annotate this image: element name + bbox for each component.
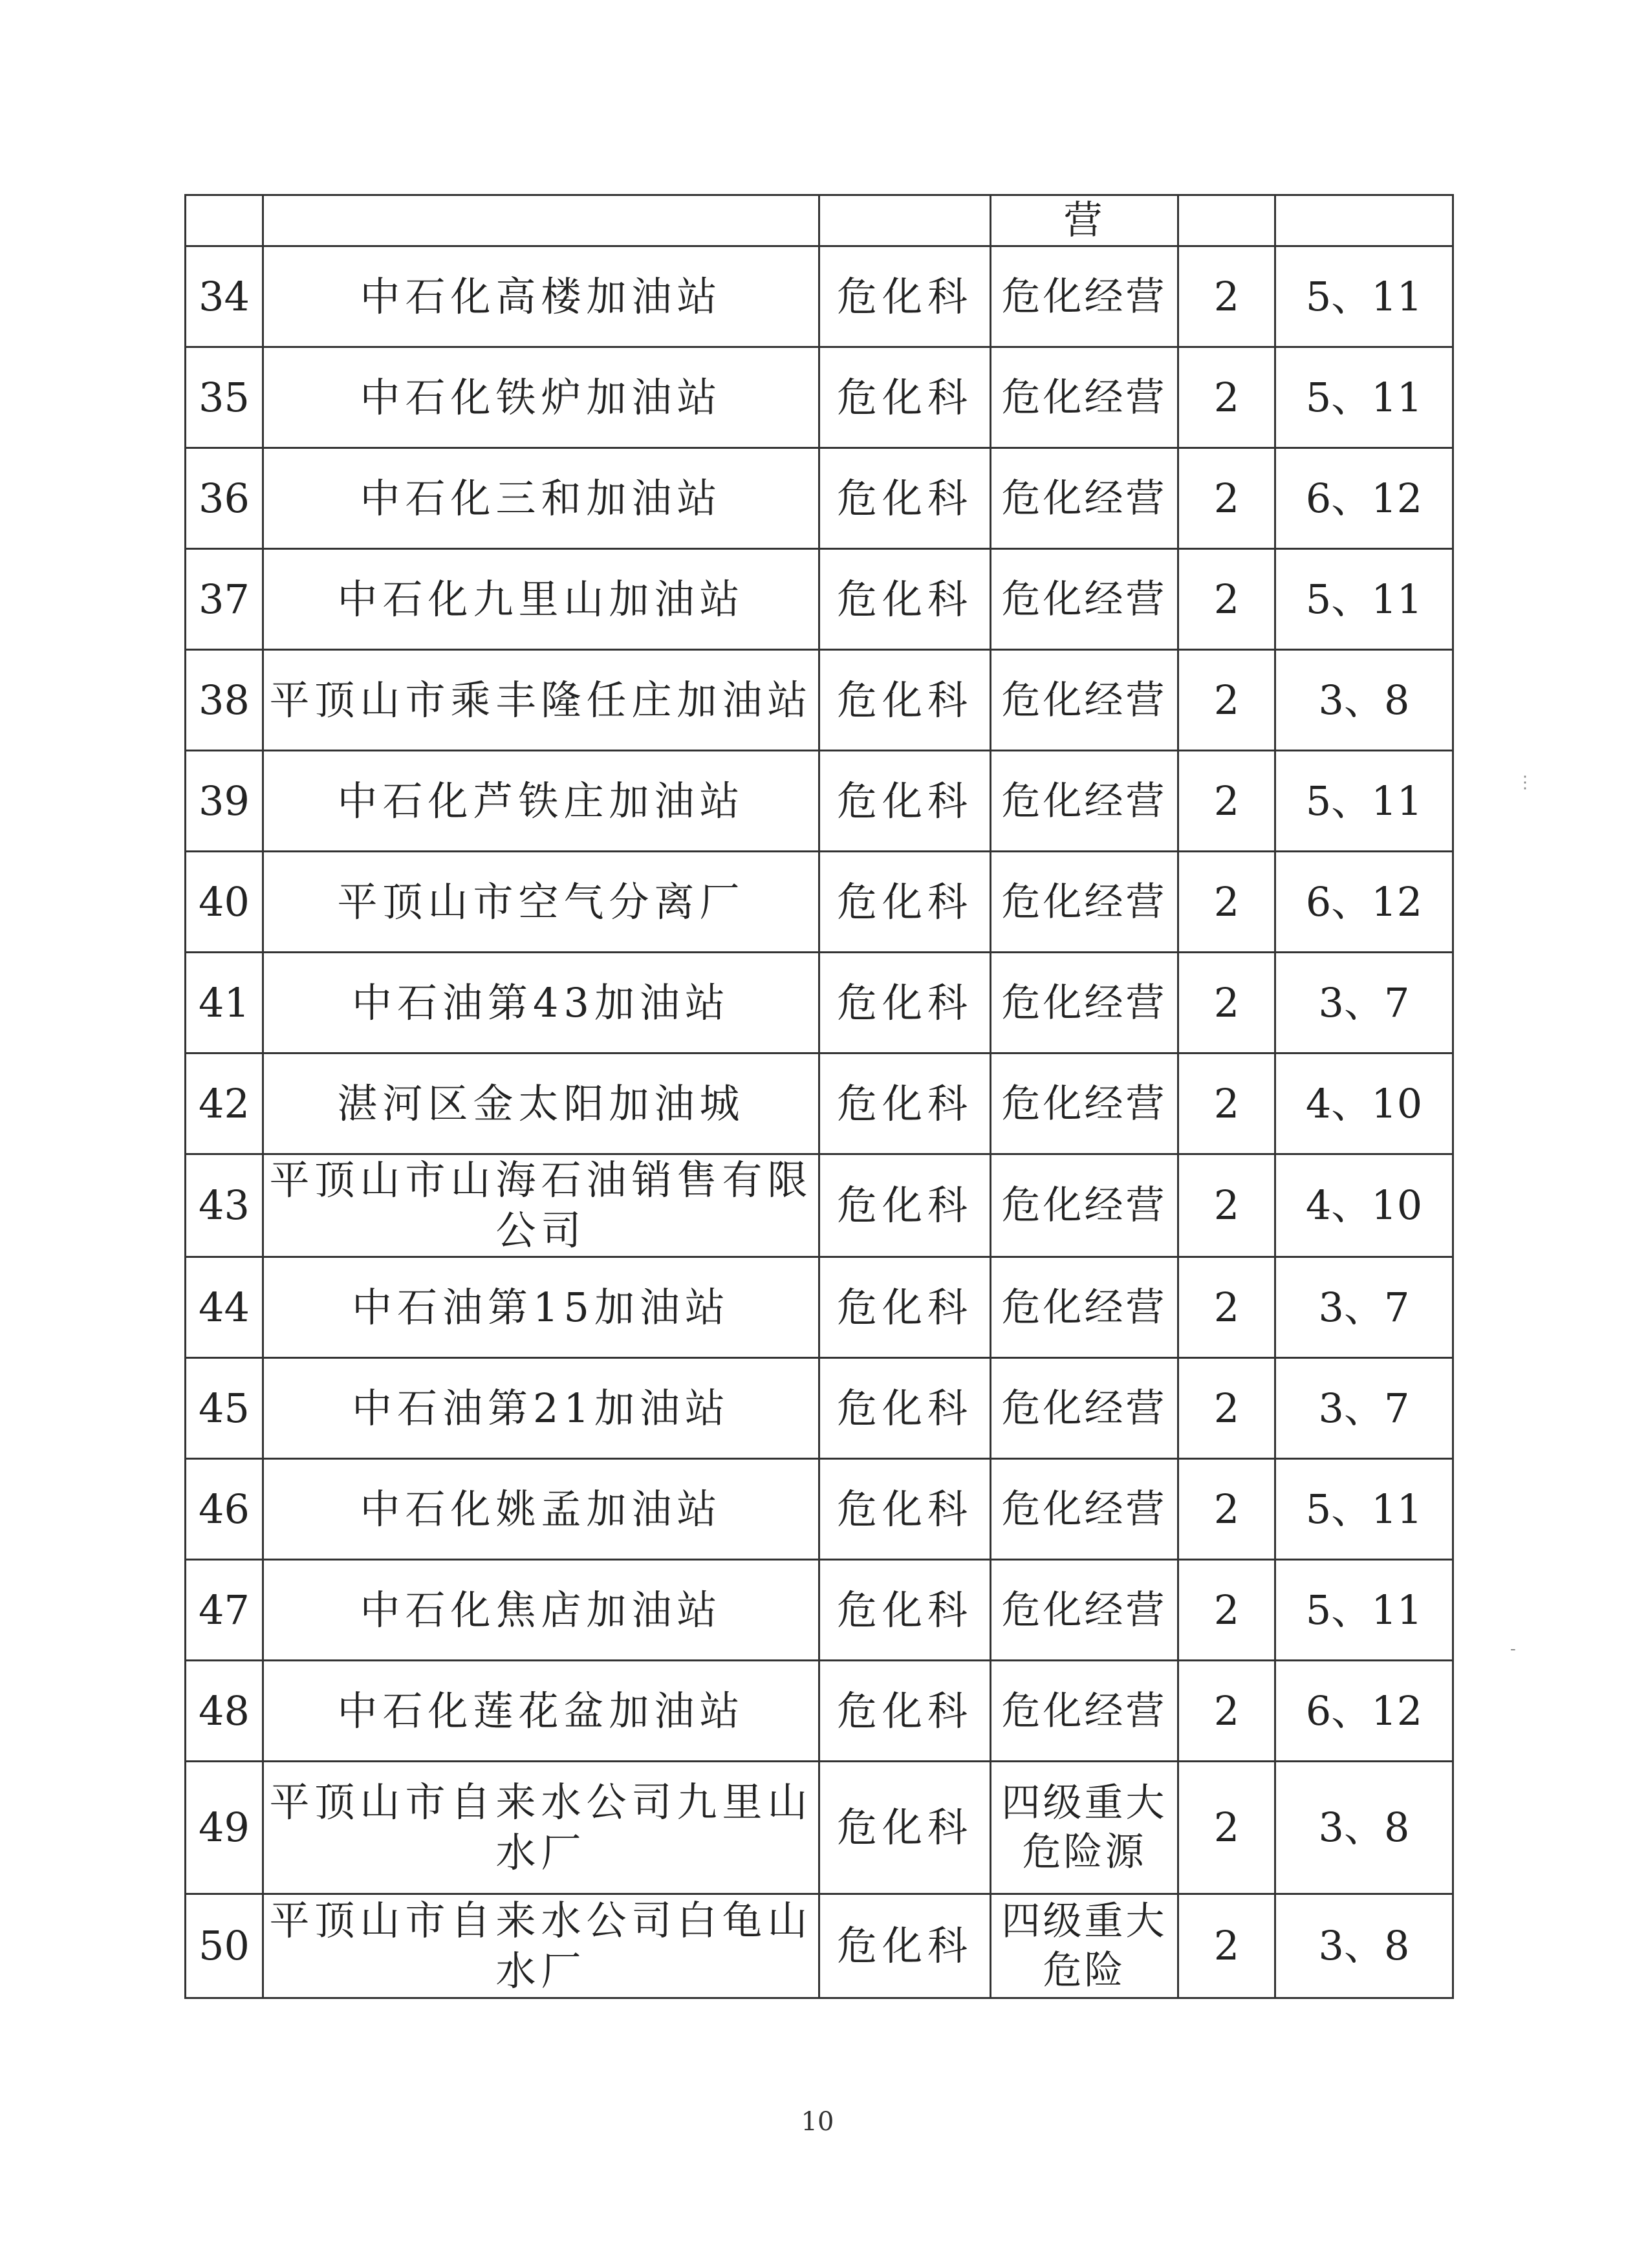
cell-no: 49 <box>186 1762 263 1894</box>
cell-name: 中石化高楼加油站 <box>263 246 819 347</box>
cell-no: 47 <box>186 1560 263 1661</box>
cell-months: 3、7 <box>1275 1358 1453 1459</box>
table-row <box>186 1358 1453 1459</box>
cell-months: 3、8 <box>1275 1894 1453 1998</box>
cell-months: 6、12 <box>1275 448 1453 549</box>
cell-months: 5、11 <box>1275 751 1453 852</box>
cell-name: 平顶山市自来水公司九里山水厂 <box>263 1762 819 1894</box>
cell-name: 中石化九里山加油站 <box>263 549 819 650</box>
cell-no: 41 <box>186 953 263 1053</box>
cell-name: 中石化铁炉加油站 <box>263 347 819 448</box>
cell-months: 5、11 <box>1275 1459 1453 1560</box>
cell-type: 危化经营 <box>991 347 1178 448</box>
cell-count: 2 <box>1178 1257 1275 1358</box>
cell-months: 3、8 <box>1275 1762 1453 1894</box>
cell-dept: 危化科 <box>819 1661 991 1762</box>
cell-type: 四级重大危险 <box>991 1894 1178 1998</box>
page-number: 10 <box>801 2107 834 2137</box>
cell-name: 平顶山市空气分离厂 <box>263 852 819 953</box>
cell-count: 2 <box>1178 549 1275 650</box>
cell-months: 6、12 <box>1275 852 1453 953</box>
cell-name: 平顶山市山海石油销售有限公司 <box>263 1154 819 1257</box>
cell-no: 46 <box>186 1459 263 1560</box>
cell-dept <box>819 195 991 246</box>
cell-type: 危化经营 <box>991 1560 1178 1661</box>
cell-dept: 危化科 <box>819 650 991 751</box>
table-row <box>186 953 1453 1053</box>
cell-months: 5、11 <box>1275 347 1453 448</box>
cell-dept: 危化科 <box>819 1257 991 1358</box>
table-row <box>186 751 1453 852</box>
cell-dept: 危化科 <box>819 1154 991 1257</box>
cell-months: 3、7 <box>1275 953 1453 1053</box>
cell-no <box>186 195 263 246</box>
table-row <box>186 448 1453 549</box>
cell-type: 危化经营 <box>991 1459 1178 1560</box>
cell-dept: 危化科 <box>819 852 991 953</box>
cell-type: 危化经营 <box>991 852 1178 953</box>
scan-speck: - <box>1510 1639 1516 1659</box>
table-row <box>186 347 1453 448</box>
cell-no: 48 <box>186 1661 263 1762</box>
cell-no: 36 <box>186 448 263 549</box>
cell-count: 2 <box>1178 1894 1275 1998</box>
cell-name: 中石化焦店加油站 <box>263 1560 819 1661</box>
cell-count: 2 <box>1178 246 1275 347</box>
cell-count: 2 <box>1178 347 1275 448</box>
cell-count: 2 <box>1178 852 1275 953</box>
cell-name: 中石油第43加油站 <box>263 953 819 1053</box>
cell-type: 危化经营 <box>991 650 1178 751</box>
cell-type: 危化经营 <box>991 549 1178 650</box>
cell-no: 42 <box>186 1053 263 1154</box>
cell-dept: 危化科 <box>819 549 991 650</box>
cell-type: 危化经营 <box>991 1358 1178 1459</box>
cell-dept: 危化科 <box>819 448 991 549</box>
cell-no: 44 <box>186 1257 263 1358</box>
cell-name: 中石化芦铁庄加油站 <box>263 751 819 852</box>
cell-count: 2 <box>1178 1762 1275 1894</box>
cell-name: 平顶山市乘丰隆任庄加油站 <box>263 650 819 751</box>
cell-count: 2 <box>1178 1661 1275 1762</box>
cell-count: 2 <box>1178 448 1275 549</box>
cell-months: 5、11 <box>1275 1560 1453 1661</box>
cell-months: 5、11 <box>1275 246 1453 347</box>
cell-name: 中石化三和加油站 <box>263 448 819 549</box>
cell-dept: 危化科 <box>819 1894 991 1998</box>
cell-count: 2 <box>1178 1358 1275 1459</box>
cell-count: 2 <box>1178 1154 1275 1257</box>
cell-name: 中石油第15加油站 <box>263 1257 819 1358</box>
cell-type: 危化经营 <box>991 1053 1178 1154</box>
table-row <box>186 852 1453 953</box>
cell-type: 危化经营 <box>991 1257 1178 1358</box>
table-row <box>186 1560 1453 1661</box>
table-row <box>186 1257 1453 1358</box>
cell-type: 危化经营 <box>991 751 1178 852</box>
cell-months: 6、12 <box>1275 1661 1453 1762</box>
cell-name: 平顶山市自来水公司白龟山水厂 <box>263 1894 819 1998</box>
table-row <box>186 1459 1453 1560</box>
cell-months: 3、8 <box>1275 650 1453 751</box>
cell-name: 湛河区金太阳加油城 <box>263 1053 819 1154</box>
cell-type: 危化经营 <box>991 246 1178 347</box>
cell-name: 中石化莲花盆加油站 <box>263 1661 819 1762</box>
cell-no: 37 <box>186 549 263 650</box>
cell-no: 34 <box>186 246 263 347</box>
cell-type: 危化经营 <box>991 448 1178 549</box>
cell-months: 4、10 <box>1275 1154 1453 1257</box>
cell-dept: 危化科 <box>819 1762 991 1894</box>
cell-type: 危化经营 <box>991 953 1178 1053</box>
cell-name: 中石油第21加油站 <box>263 1358 819 1459</box>
cell-no: 43 <box>186 1154 263 1257</box>
cell-no: 40 <box>186 852 263 953</box>
cell-months: 5、11 <box>1275 549 1453 650</box>
cell-count: 2 <box>1178 650 1275 751</box>
table-row <box>186 549 1453 650</box>
cell-type: 危化经营 <box>991 1154 1178 1257</box>
cell-name: 中石化姚孟加油站 <box>263 1459 819 1560</box>
table-row <box>186 1762 1453 1894</box>
cell-count: 2 <box>1178 1560 1275 1661</box>
cell-no: 50 <box>186 1894 263 1998</box>
cell-count: 2 <box>1178 1459 1275 1560</box>
cell-dept: 危化科 <box>819 1053 991 1154</box>
cell-count: 2 <box>1178 751 1275 852</box>
cell-count: 2 <box>1178 1053 1275 1154</box>
cell-dept: 危化科 <box>819 1560 991 1661</box>
scan-speck: ⋮ <box>1517 773 1533 792</box>
cell-dept: 危化科 <box>819 246 991 347</box>
table-row-continuation <box>186 195 1453 246</box>
cell-months: 4、10 <box>1275 1053 1453 1154</box>
table-row <box>186 650 1453 751</box>
cell-type: 危化经营 <box>991 1661 1178 1762</box>
cell-months: 3、7 <box>1275 1257 1453 1358</box>
cell-count: 2 <box>1178 953 1275 1053</box>
cell-dept: 危化科 <box>819 347 991 448</box>
cell-dept: 危化科 <box>819 1459 991 1560</box>
table-row <box>186 1661 1453 1762</box>
cell-no: 45 <box>186 1358 263 1459</box>
table-row <box>186 246 1453 347</box>
cell-type: 营 <box>991 195 1178 246</box>
cell-months <box>1275 195 1453 246</box>
cell-count <box>1178 195 1275 246</box>
cell-no: 39 <box>186 751 263 852</box>
table-body <box>186 195 1453 1998</box>
table-row <box>186 1053 1453 1154</box>
cell-name <box>263 195 819 246</box>
cell-dept: 危化科 <box>819 751 991 852</box>
cell-type: 四级重大危险源 <box>991 1762 1178 1894</box>
cell-dept: 危化科 <box>819 953 991 1053</box>
table-row <box>186 1894 1453 1998</box>
inspection-plan-table <box>184 194 1454 1999</box>
table-row <box>186 1154 1453 1257</box>
cell-no: 38 <box>186 650 263 751</box>
cell-dept: 危化科 <box>819 1358 991 1459</box>
cell-no: 35 <box>186 347 263 448</box>
